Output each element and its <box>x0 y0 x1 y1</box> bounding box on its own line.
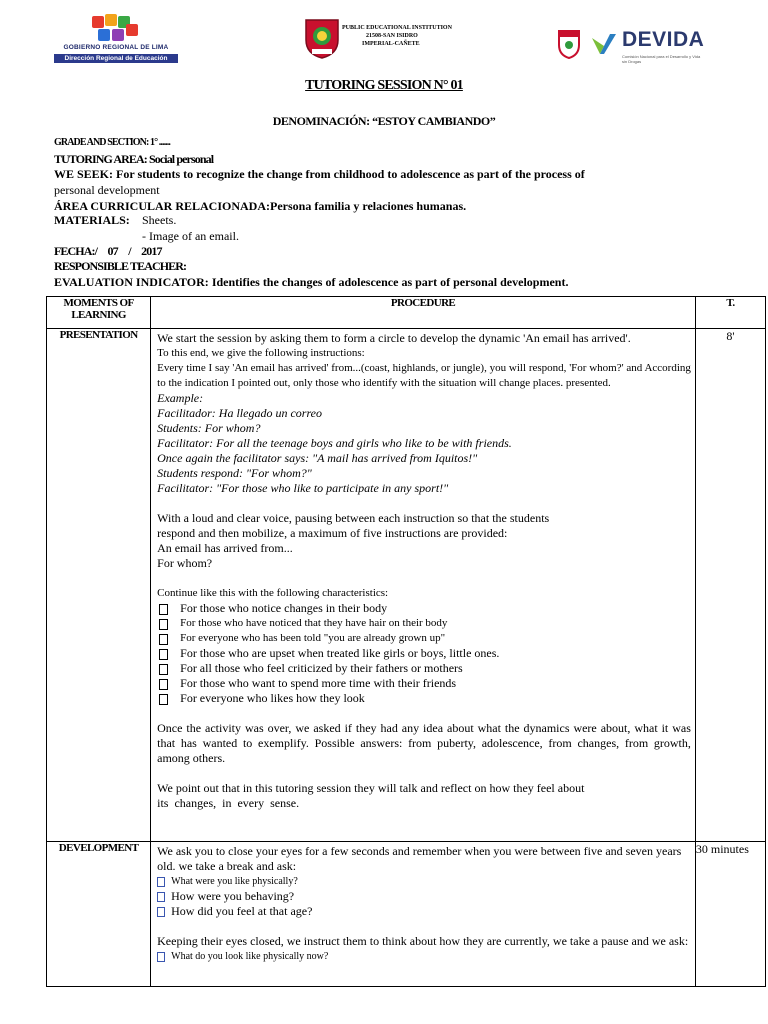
example-line: Students respond: "For whom?" <box>157 466 312 480</box>
list-item <box>157 874 691 889</box>
list-item <box>157 889 691 904</box>
checkbox-bullet-icon <box>157 892 165 902</box>
table-header-row <box>47 297 766 329</box>
school-institution-text <box>342 24 452 48</box>
devida-check-icon <box>590 32 618 56</box>
list-item <box>157 631 691 646</box>
area-curricular-label: ÁREA CURRICULAR RELACIONADA: <box>54 199 271 213</box>
materials-label: MATERIALS: <box>54 213 130 227</box>
example-line: Facilitador: Ha llegado un correo <box>157 406 323 420</box>
development-label: DEVELOPMENT <box>47 842 151 987</box>
list-item-text: For those who want to spend more time with their friends <box>180 676 457 690</box>
gobierno-regional-logo <box>54 14 178 70</box>
checkbox-bullet-icon <box>159 619 168 630</box>
area-curricular-value: Persona familia y relaciones humanas. <box>270 199 467 213</box>
checkbox-bullet-icon <box>157 907 165 917</box>
tutoring-area <box>54 152 213 167</box>
header-moments: MOMENTS OF LEARNING <box>47 297 151 329</box>
list-item <box>157 949 691 964</box>
list-item <box>157 601 691 616</box>
checkbox-bullet-icon <box>159 649 168 660</box>
list-item-text: How did you feel at that age? <box>171 904 313 918</box>
school-line: 21508-SAN ISIDRO <box>366 33 418 39</box>
presentation-procedure <box>151 329 696 842</box>
proc-line: Keeping their eyes closed, we instruct them to think about how they are currently, we take a pause and we ask: <box>157 934 689 948</box>
regional-emblem-icon <box>90 14 142 44</box>
example-line: Students: For whom? <box>157 421 261 435</box>
tutoring-area-value: Social personal <box>146 152 214 166</box>
direccion-regional-name: Dirección Regional de Educación <box>54 54 178 63</box>
proc-line: Every time I say 'An email has arrived' from...(coast, highlands, or jungle), you will respond, 'For whom?' and According to the indication I pointed out, only those who identify with the situation will change places. presented. <box>157 362 691 389</box>
gobierno-regional-name: GOBIERNO REGIONAL DE LIMA <box>63 44 169 51</box>
materials-item: Sheets. <box>142 213 177 227</box>
we-seek-continued: personal development <box>54 183 160 197</box>
list-item <box>157 616 691 631</box>
development-row <box>47 842 766 987</box>
presentation-time: 8' <box>695 329 765 842</box>
example-line: Facilitator: "For those who like to participate in any sport!" <box>157 481 449 495</box>
evaluation-indicator <box>54 275 568 290</box>
we-seek <box>54 167 585 182</box>
example-line: Example: <box>157 391 204 405</box>
session-table <box>46 296 766 987</box>
evaluation-indicator-value: Identifies the changes of adolescence as part of personal development. <box>208 275 569 289</box>
checkbox-bullet-icon <box>157 952 165 962</box>
denomination-title: DENOMINACIÓN: “ESTOY CAMBIANDO” <box>272 114 496 128</box>
example-line: Facilitator: For all the teenage boys and girls who like to be with friends. <box>157 436 512 450</box>
list-item <box>157 661 691 676</box>
we-seek-value: For students to recognize the change from childhood to adolescence as part of the process of <box>113 167 585 181</box>
tutoring-area-label: TUTORING AREA: <box>54 152 147 166</box>
proc-line: We start the session by asking them to form a circle to develop the dynamic 'An email has arrived'. <box>157 331 631 345</box>
list-item-text: For everyone who has been told "you are already grown up" <box>180 632 446 644</box>
checkbox-bullet-icon <box>159 634 168 645</box>
school-seal-icon <box>300 16 344 60</box>
date: FECHA:/ 07 / 2017 <box>54 244 162 258</box>
checkbox-bullet-icon <box>159 694 168 705</box>
example-line: Once again the facilitator says: "A mail has arrived from Iquitos!" <box>157 451 478 465</box>
list-item-text: What do you look like physically now? <box>171 951 329 962</box>
checkbox-bullet-icon <box>157 877 165 887</box>
header-procedure: PROCEDURE <box>151 297 696 329</box>
checkbox-bullet-icon <box>159 664 168 675</box>
checkbox-bullet-icon <box>159 604 168 615</box>
we-seek-label: WE SEEK: <box>54 167 114 181</box>
list-item <box>157 691 691 706</box>
proc-line: Once the activity was over, we asked if they had any idea about what the dynamics were about, what it was that has wanted to exemplify. Possible answers: from puberty, adolescence, from changes, from growth, among others. <box>157 721 691 765</box>
proc-line: We point out that in this tutoring session they will talk and reflect on how they feel about <box>157 781 585 795</box>
proc-line: We ask you to close your eyes for a few seconds and remember when you were between five and seven years old. we take a break and ask: <box>157 844 682 873</box>
list-item <box>157 646 691 661</box>
materials <box>54 213 177 228</box>
list-item-text: For those who notice changes in their body <box>180 601 388 615</box>
development-time: 30 minutes <box>695 842 765 987</box>
presentation-row <box>47 329 766 842</box>
proc-line: its changes, in every sense. <box>157 796 300 810</box>
list-item <box>157 904 691 919</box>
list-item-text: What were you like physically? <box>171 876 298 887</box>
session-title <box>0 78 768 94</box>
proc-line: With a loud and clear voice, pausing between each instruction so that the students <box>157 511 550 525</box>
school-line: IMPERIAL-CAÑETE <box>362 41 420 47</box>
peru-coat-of-arms-icon <box>556 28 582 60</box>
presentation-label: PRESENTATION <box>47 329 151 842</box>
responsible-teacher: RESPONSIBLE TEACHER: <box>54 259 187 273</box>
session-title-text: TUTORING SESSION N° 01 <box>305 78 463 93</box>
list-item-text: For those who are upset when treated like girls or boys, little ones. <box>180 646 500 660</box>
list-item <box>157 676 691 691</box>
list-item-text: For all those who feel criticized by their fathers or mothers <box>180 661 463 675</box>
proc-line: Continue like this with the following characteristics: <box>157 587 389 599</box>
checkbox-bullet-icon <box>159 679 168 690</box>
proc-line: respond and then mobilize, a maximum of five instructions are provided: <box>157 526 508 540</box>
development-procedure <box>151 842 696 987</box>
grade-and-section: GRADE AND SECTION: 1° ....... <box>54 137 170 148</box>
evaluation-indicator-label: EVALUATION INDICATOR: <box>54 275 209 289</box>
school-line: PUBLIC EDUCATIONAL INSTITUTION <box>342 25 452 31</box>
list-item-text: For those who have noticed that they have hair on their body <box>180 617 448 629</box>
proc-line: For whom? <box>157 556 213 570</box>
devida-name: DEVIDA <box>622 28 705 51</box>
materials-item: - Image of an email. <box>142 229 239 243</box>
header-time: T. <box>695 297 765 329</box>
proc-line: An email has arrived from... <box>157 541 293 555</box>
list-item-text: How were you behaving? <box>171 889 295 903</box>
list-item-text: For everyone who likes how they look <box>180 691 365 705</box>
devida-subtitle: Comisión Nacional para el Desarrollo y Vida sin Drogas <box>622 54 701 64</box>
area-curricular <box>54 199 466 214</box>
devida-logo <box>556 24 706 70</box>
proc-line: To this end, we give the following instructions: <box>157 347 365 359</box>
